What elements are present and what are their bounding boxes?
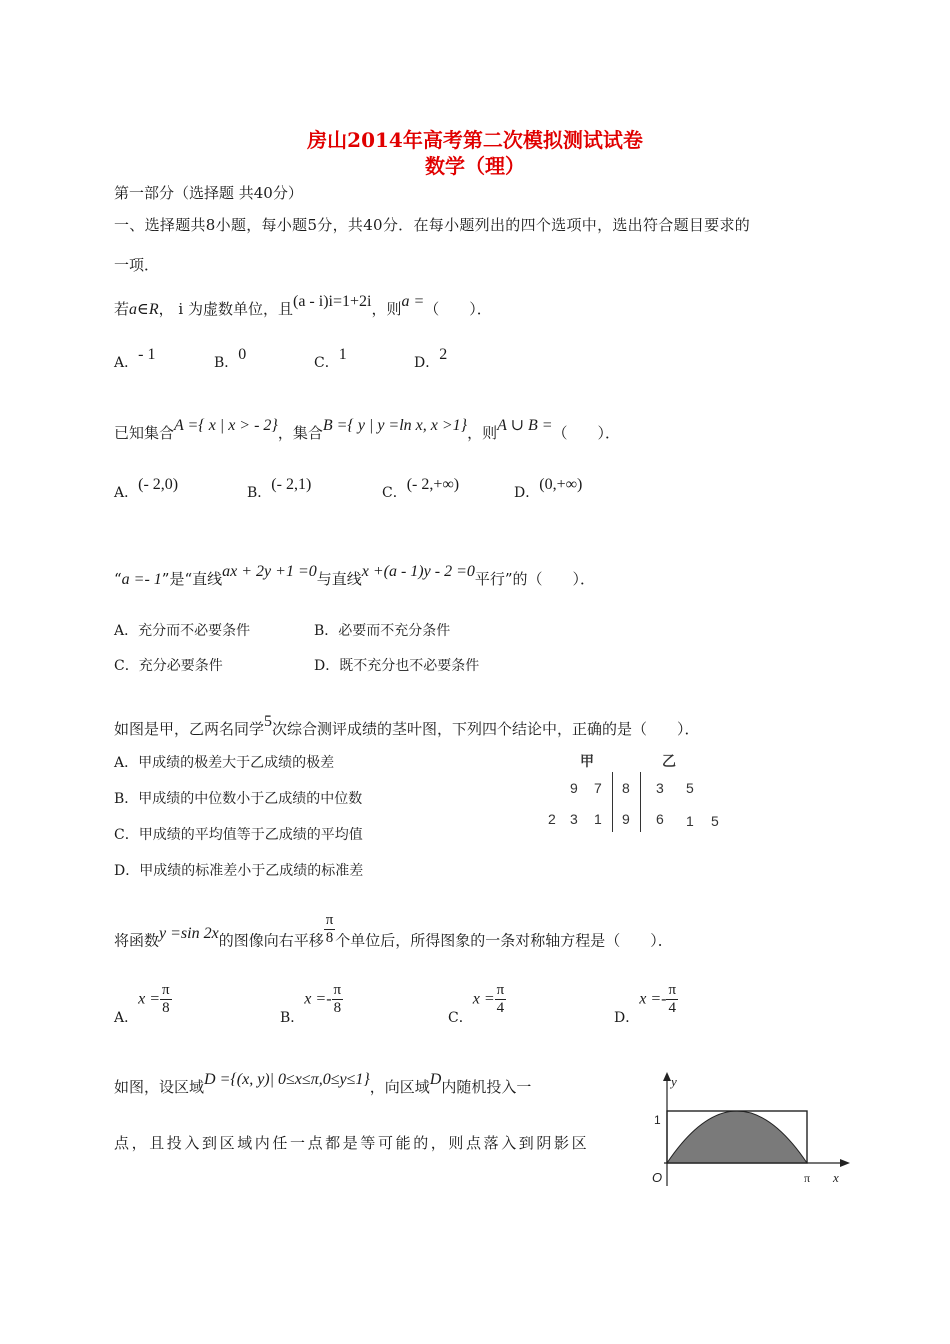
stem-leaf-left-header: 甲 xyxy=(580,753,594,769)
x-axis-label: x xyxy=(833,1170,839,1185)
stem-leaf-leaf: 3 xyxy=(570,811,578,827)
stem-leaf-leaf: 7 xyxy=(594,780,602,796)
q4-option-c[interactable]: C．甲成绩的平均值等于乙成绩的平均值 xyxy=(114,827,363,843)
part-heading: 第一部分（选择题 共40分） xyxy=(114,184,303,202)
question-1: 若a∈R， i 为虚数单位，且(a - i)i=1+2i，则a =（ ）． xyxy=(114,293,492,318)
one-label: 1 xyxy=(654,1113,661,1127)
q1-option-d[interactable]: D．2 xyxy=(414,346,448,371)
stem-leaf-divider-left xyxy=(612,772,613,832)
q5-option-d[interactable]: D．x =- $\frac{\pi}{4}$ xyxy=(614,982,677,1026)
q1-option-b[interactable]: B．0 xyxy=(214,346,247,371)
q3-option-c[interactable]: C．充分必要条件 xyxy=(114,658,223,674)
q3-option-a[interactable]: A．充分而不必要条件 xyxy=(114,623,251,639)
pi-label: π xyxy=(804,1171,811,1185)
stem-leaf-stem: 9 xyxy=(622,811,630,827)
y-axis-arrow-icon xyxy=(663,1072,671,1081)
origin-label: O xyxy=(652,1170,663,1185)
stem-leaf-leaf: 9 xyxy=(570,780,578,796)
stem-leaf-leaf: 2 xyxy=(548,811,556,827)
region-figure xyxy=(640,1068,860,1192)
q5-fraction: $\frac{\pi}{8}$ xyxy=(325,912,334,946)
stem-leaf-leaf: 5 xyxy=(686,780,694,796)
q1-option-c[interactable]: C．1 xyxy=(314,346,347,371)
q5-option-a[interactable]: A．x = $\frac{\pi}{8}$ xyxy=(114,982,170,1026)
stem-leaf-leaf: 1 xyxy=(686,813,694,829)
question-2: 已知集合A ={ x | x > - 2}，集合B ={ y | y =ln x, x >1}，则A ∪ B =（ ）． xyxy=(114,417,621,442)
q2-option-d[interactable]: D．(0,+∞) xyxy=(514,476,583,501)
q3-option-b[interactable]: B．必要而不充分条件 xyxy=(314,623,451,639)
q5-option-b[interactable]: B．x =- $\frac{\pi}{8}$ xyxy=(280,982,342,1026)
shaded-region xyxy=(667,1111,807,1163)
stem-leaf-divider-right xyxy=(640,772,641,832)
question-4: 如图是甲，乙两名同学5次综合测评成绩的茎叶图，下列四个结论中，正确的是（ ）． xyxy=(114,713,700,738)
q5-option-c[interactable]: C．x = $\frac{\pi}{4}$ xyxy=(448,982,505,1026)
q4-option-b[interactable]: B．甲成绩的中位数小于乙成绩的中位数 xyxy=(114,791,363,807)
stem-leaf-leaf: 3 xyxy=(656,780,664,796)
q4-option-d[interactable]: D．甲成绩的标准差小于乙成绩的标准差 xyxy=(114,863,364,879)
stem-leaf-stem: 8 xyxy=(622,780,630,796)
q4-option-a[interactable]: A．甲成绩的极差大于乙成绩的极差 xyxy=(114,755,335,771)
stem-leaf-leaf: 1 xyxy=(594,811,602,827)
instructions-line2: 一项． xyxy=(114,256,160,274)
q1-formula: (a - i)i=1+2i xyxy=(292,293,372,310)
stem-leaf-leaf: 5 xyxy=(711,813,719,829)
question-5: 将函数y =sin 2x的图像向右平移 $\frac{\pi}{8}$ 个单位后，所得图象的一条对称轴方程是（ ）． xyxy=(114,912,673,950)
y-axis-label: y xyxy=(671,1074,677,1089)
stem-leaf-leaf: 6 xyxy=(656,811,664,827)
question-3: “a =- 1”是“直线ax + 2y +1 =0与直线x +(a - 1)y - 2 =0平行”的（ ）． xyxy=(114,563,596,588)
instructions-line1: 一、选择题共8小题，每小题5分，共40分．在每小题列出的四个选项中，选出符合题目要求的 xyxy=(114,216,751,234)
q2-option-c[interactable]: C．(- 2,+∞) xyxy=(382,476,460,501)
question-6-line2: 点，且投入到区域内任一点都是等可能的，则点落入到阴影区 xyxy=(114,1134,590,1152)
page-title: 房山2014年高考第二次模拟测试试卷 xyxy=(307,128,643,152)
q3-option-d[interactable]: D．既不充分也不必要条件 xyxy=(314,658,480,674)
question-6: 如图，设区域D ={(x, y)| 0≤x≤π,0≤y≤1}，向区域D内随机投入一 xyxy=(114,1071,532,1096)
page-subtitle: 数学（理） xyxy=(425,154,525,178)
q2-option-a[interactable]: A．(- 2,0) xyxy=(114,476,179,501)
q1-option-a[interactable]: A．- 1 xyxy=(114,346,156,371)
x-axis-arrow-icon xyxy=(840,1159,850,1167)
q2-option-b[interactable]: B．(- 2,1) xyxy=(247,476,312,501)
stem-leaf-right-header: 乙 xyxy=(662,753,676,769)
